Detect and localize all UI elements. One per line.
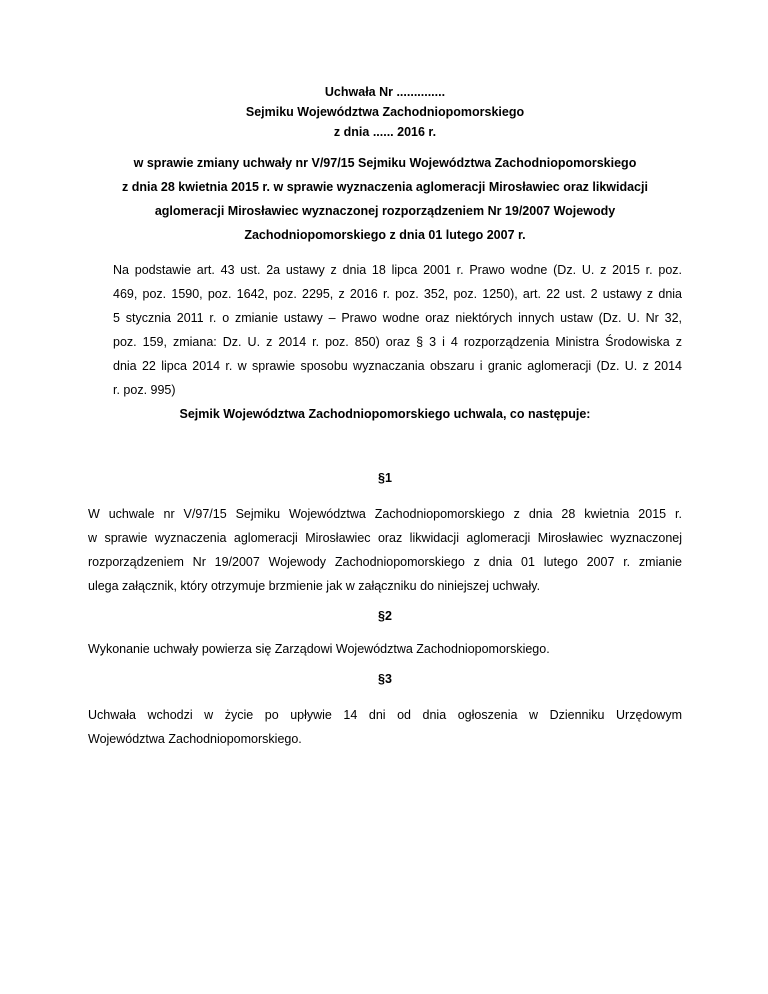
section-line: rozporządzeniem Nr 19/2007 Wojewody Zachodniopomorskiego z dnia 01 lutego 2007 r. zmianie <box>88 555 682 569</box>
resolves-text: Sejmik Województwa Zachodniopomorskiego uchwala, co następuje: <box>179 407 591 421</box>
subject-line: w sprawie zmiany uchwały nr V/97/15 Sejmiku Województwa Zachodniopomorskiego <box>133 156 637 170</box>
resolution-title <box>88 82 682 142</box>
resolves-statement <box>88 404 682 424</box>
subject-line: Zachodniopomorskiego z dnia 01 lutego 2007 r. <box>244 228 526 242</box>
section-1-heading <box>88 468 682 488</box>
preamble-line: dnia 22 lipca 2014 r. w sprawie sposobu wyznaczania obszaru i granic aglomeracji (Dz. U. z 2014 <box>113 359 682 373</box>
section-heading-text: §2 <box>378 609 392 623</box>
section-3-heading <box>88 669 682 689</box>
section-line: Uchwała wchodzi w życie po upływie 14 dni od dnia ogłoszenia w Dzienniku Urzędowym <box>88 708 682 722</box>
section-line: w sprawie wyznaczenia aglomeracji Mirosławiec oraz likwidacji aglomeracji Mirosławiec wyznaczonej <box>88 531 682 545</box>
section-1-text <box>88 502 682 598</box>
resolution-subject <box>88 151 682 247</box>
subject-line: aglomeracji Mirosławiec wyznaczonej rozporządzeniem Nr 19/2007 Wojewody <box>154 204 616 218</box>
section-3-text <box>88 703 682 751</box>
title-number: Uchwała Nr .............. <box>324 85 446 99</box>
preamble-line: Na podstawie art. 43 ust. 2a ustawy z dnia 18 lipca 2001 r. Prawo wodne (Dz. U. z 2015 r. poz. <box>113 263 682 277</box>
preamble-line: 5 stycznia 2011 r. o zmianie ustawy – Prawo wodne oraz niektórych innych ustaw (Dz. U. Nr 32, <box>113 311 682 325</box>
section-line: Wykonanie uchwały powierza się Zarządowi Województwa Zachodniopomorskiego. <box>88 642 550 656</box>
preamble-line: r. poz. 995) <box>113 383 176 397</box>
section-2-heading <box>88 606 682 626</box>
subject-line: z dnia 28 kwietnia 2015 r. w sprawie wyznaczenia aglomeracji Mirosławiec oraz likwidacji <box>122 180 648 194</box>
section-line: ulega załącznik, który otrzymuje brzmienie jak w załączniku do niniejszej uchwały. <box>88 579 541 593</box>
section-2-text <box>88 639 682 659</box>
section-heading-text: §1 <box>378 471 392 485</box>
section-line: W uchwale nr V/97/15 Sejmiku Województwa Zachodniopomorskiego z dnia 28 kwietnia 2015 r. <box>88 507 682 521</box>
preamble-line: poz. 159, zmiana: Dz. U. z 2014 r. poz. 850) oraz § 3 i 4 rozporządzenia Ministra Środowiska z <box>113 335 682 349</box>
title-council: Sejmiku Województwa Zachodniopomorskiego <box>245 105 525 119</box>
title-date: z dnia ...... 2016 r. <box>333 125 437 139</box>
section-line: Województwa Zachodniopomorskiego. <box>88 732 302 746</box>
preamble-line: 469, poz. 1590, poz. 1642, poz. 2295, z 2016 r. poz. 352, poz. 1250), art. 22 ust. 2 ustawy z dnia <box>113 287 682 301</box>
legal-basis-paragraph <box>113 258 682 402</box>
section-heading-text: §3 <box>378 672 392 686</box>
